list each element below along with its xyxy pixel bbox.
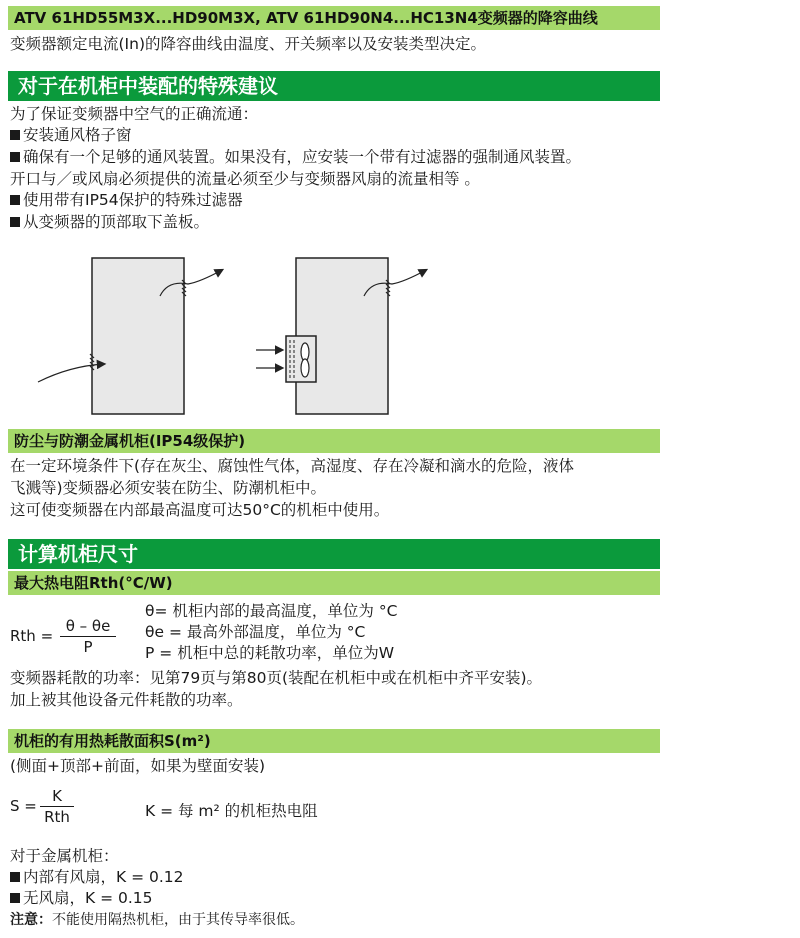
bullet-square-icon: [10, 195, 20, 205]
dust-damp-section-heading: 防尘与防潮金属机柜(IP54级保护): [8, 429, 660, 453]
s-formula-fraction: [40, 787, 74, 826]
forced-ventilation-cabinet: [256, 258, 426, 414]
bullet-ventilation-grille: 安装通风格子窗: [10, 124, 132, 146]
bullet-remove-cover: 从变频器的顶部取下盖板。: [10, 211, 209, 233]
rth-denominator: P: [83, 638, 93, 656]
bullet-ip54-filter: 使用带有IP54保护的特殊过滤器: [10, 189, 243, 211]
s-numerator: K: [40, 787, 74, 807]
rth-subheading: 最大热电阻Rth(°C/W): [8, 571, 660, 595]
drive-dissipated-power: 变频器耗散的功率：见第79页与第80页(装配在机柜中或在机柜中齐平安装)。: [10, 669, 543, 687]
theta-e-definition: θe = 最高外部温度，单位为 °C: [145, 623, 366, 641]
area-subheading: 机柜的有用热耗散面积S(m²): [8, 729, 660, 753]
theta-definition: θ= 机柜内部的最高温度，单位为 °C: [145, 602, 398, 620]
rth-numerator: θ – θe: [60, 617, 116, 637]
s-denominator: Rth: [44, 808, 70, 826]
derating-description: 变频器额定电流(In)的降容曲线由温度、开关频率以及安装类型决定。: [10, 35, 486, 53]
rth-formula-lhs: Rth =: [10, 627, 54, 645]
cabinet-airflow-diagram: [0, 240, 800, 420]
cabinet-section-heading: 对于在机柜中装配的特殊建议: [8, 71, 660, 101]
calc-section-heading: 计算机柜尺寸: [8, 539, 660, 569]
k-definition: K = 每 m² 的机柜热电阻: [145, 802, 318, 820]
natural-ventilation-cabinet: [38, 258, 222, 414]
airflow-intro: 为了保证变频器中空气的正确流通：: [10, 105, 259, 123]
dust-damp-text-3: 这可使变频器在内部最高温度可达50°C的机柜中使用。: [10, 501, 390, 519]
metal-cabinet-label: 对于金属机柜：: [10, 847, 119, 865]
bullet-square-icon: [10, 152, 20, 162]
power-definition: P = 机柜中总的耗散功率，单位为W: [145, 644, 395, 662]
k-with-fan: 内部有风扇，K = 0.12: [10, 866, 184, 888]
rth-formula-fraction: [60, 617, 116, 656]
warning-label: 注意：: [10, 912, 52, 928]
warning-text: 不能使用隔热机柜，由于其传导率很低。: [52, 912, 304, 928]
other-dissipated-power: 加上被其他设备元件耗散的功率。: [10, 691, 243, 709]
bullet-square-icon: [10, 130, 20, 140]
fan-filter-unit-icon: [286, 336, 316, 382]
s-formula-lhs: S =: [10, 797, 37, 815]
derating-title: ATV 61HD55M3X...HD90M3X, ATV 61HD90N4...HC13N4变频器的降容曲线: [14, 9, 598, 27]
derating-header-bar: [8, 6, 660, 30]
insulated-cabinet-warning: [10, 909, 304, 931]
bullet-square-icon: [10, 872, 20, 882]
dust-damp-text-2: 飞溅等)变频器必须安装在防尘、防潮机柜中。: [10, 479, 327, 497]
bullet-ventilation-device: 确保有一个足够的通风装置。如果没有，应安装一个带有过滤器的强制通风装置。: [10, 146, 581, 168]
flow-requirement-text: 开口与／或风扇必须提供的流量必须至少与变频器风扇的流量相等 。: [10, 170, 480, 188]
bullet-square-icon: [10, 893, 20, 903]
bullet-square-icon: [10, 217, 20, 227]
k-without-fan: 无风扇，K = 0.15: [10, 887, 153, 909]
area-note: (侧面+顶部+前面，如果为壁面安装): [10, 757, 266, 775]
dust-damp-text-1: 在一定环境条件下(存在灰尘、腐蚀性气体，高湿度、存在冷凝和滴水的危险，液体: [10, 457, 575, 475]
